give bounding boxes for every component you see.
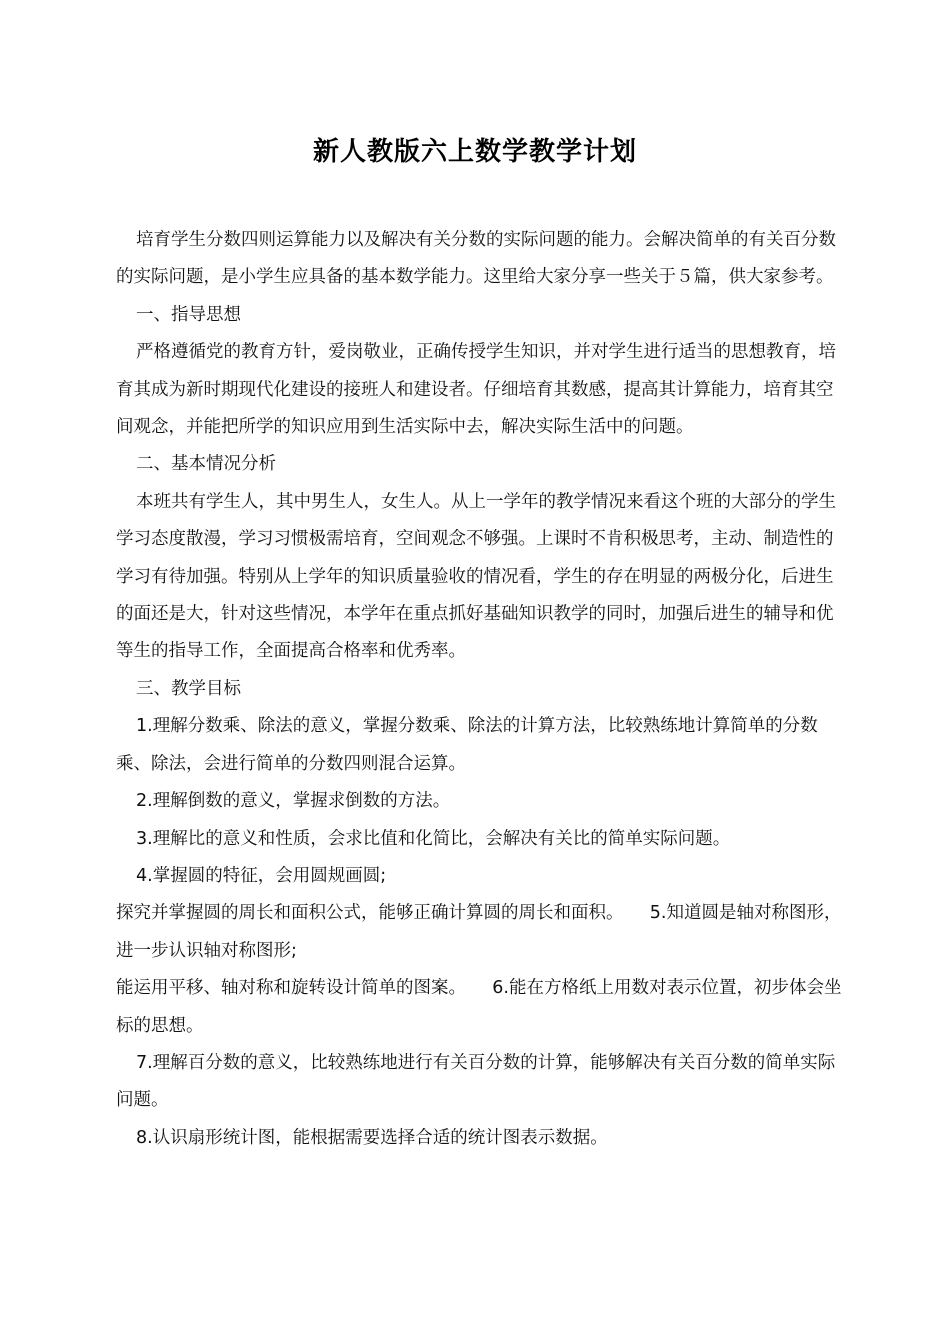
page-title: 新人教版六上数学教学计划 <box>312 137 637 167</box>
goal-item-4-5-continued: 探究并掌握圆的周长和面积公式，能够正确计算圆的周长和面积。 5.知道圆是轴对称图形，进一步认识轴对称图形; <box>116 903 842 961</box>
goal-item-8: 8.认识扇形统计图，能根据需要选择合适的统计图表示数据。 <box>136 1127 608 1148</box>
goal-item-5-6-continued: 能运用平移、轴对称和旋转设计简单的图案。 6.能在方格纸上用数对表示位置，初步体会坐标的思想。 <box>116 978 842 1036</box>
paragraph-situation-analysis: 本班共有学生人，其中男生人，女生人。从上一学年的教学情况来看这个班的大部分的学生学习态度散漫，学习习惯极需培育，空间观念不够强。上课时不肯积极思考，主动、制造性的学习有待加强。特别从上学年的知识质量验收的情况看，学生的存在明显的两极分化，后进生的面还是大，针对这些情况，本学年在重点抓好基础知识教学的同时，加强后进生的辅导和优等生的指导工作，全面提高合格率和优秀率。 <box>116 491 836 662</box>
goal-item-4: 4.掌握圆的特征，会用圆规画圆; <box>136 865 387 886</box>
document-body <box>116 222 842 1157</box>
section-heading-guiding-thought: 一、指导思想 <box>136 304 241 325</box>
paragraph-guiding-thought: 严格遵循党的教育方针，爱岗敬业，正确传授学生知识，并对学生进行适当的思想教育，培育其成为新时期现代化建设的接班人和建设者。仔细培育其数感，提高其计算能力，培育其空间观念，并能把所学的知识应用到生活实际中去，解决实际生活中的问题。 <box>116 342 836 438</box>
section-heading-teaching-goals: 三、教学目标 <box>136 678 241 699</box>
section-heading-situation-analysis: 二、基本情况分析 <box>136 454 276 475</box>
goal-item-3: 3.理解比的意义和性质，会求比值和化简比，会解决有关比的简单实际问题。 <box>136 828 731 849</box>
paragraph-intro: 培育学生分数四则运算能力以及解决有关分数的实际问题的能力。会解决简单的有关百分数的实际问题，是小学生应具备的基本数学能力。这里给大家分享一些关于５篇，供大家参考。 <box>116 230 836 288</box>
goal-item-2: 2.理解倒数的意义，掌握求倒数的方法。 <box>136 791 451 812</box>
goal-item-7: 7.理解百分数的意义，比较熟练地进行有关百分数的计算，能够解决有关百分数的简单实际问题。 <box>116 1052 836 1111</box>
goal-item-1: 1.理解分数乘、除法的意义，掌握分数乘、除法的计算方法，比较熟练地计算简单的分数乘、除法，会进行简单的分数四则混合运算。 <box>116 716 818 774</box>
